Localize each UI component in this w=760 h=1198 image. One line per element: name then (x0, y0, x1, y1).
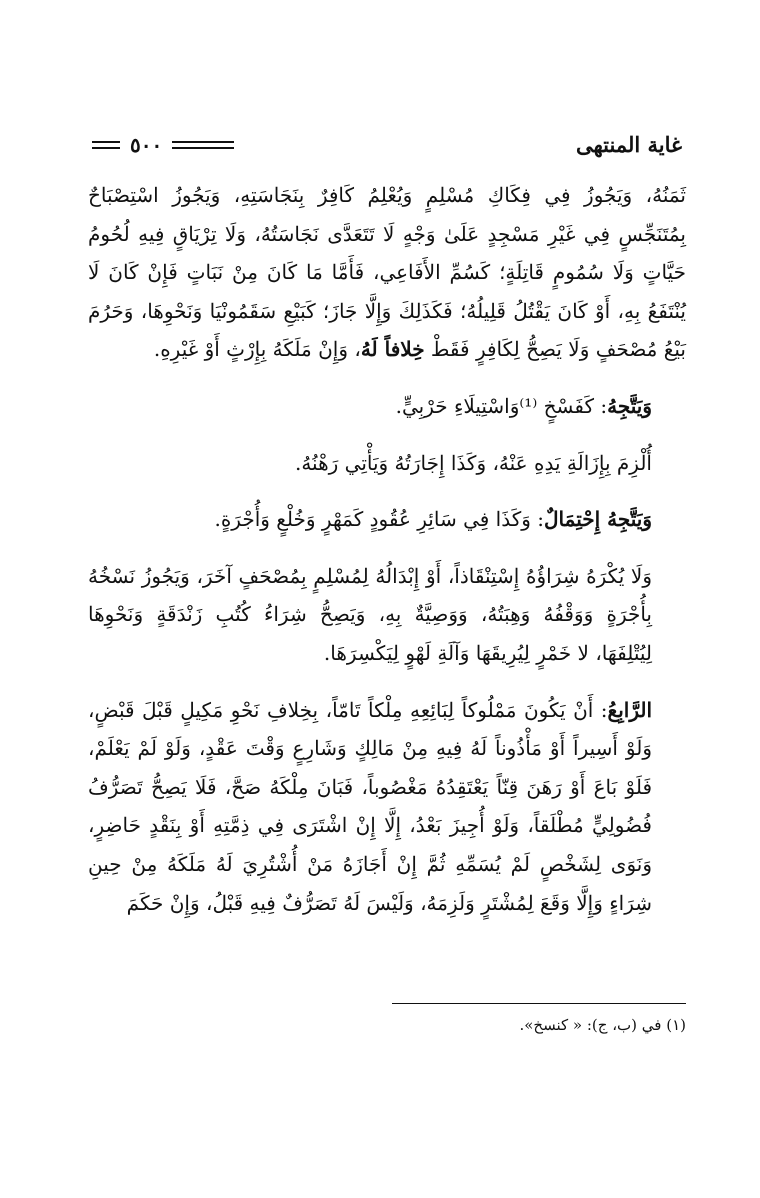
paragraph-3 (88, 444, 686, 483)
double-rule-right (172, 141, 234, 149)
page-number-block (92, 130, 234, 160)
paragraph-text: : وَكَذَا فِي سَائِرِ عُقُودٍ كَمَهْرٍ وَخُلْعٍ وَأُجْرَةٍ. (214, 507, 544, 532)
paragraph-text: ثَمَنُهُ، وَيَجُوزُ فِي فِكَاكِ مُسْلِمٍ وَيُعْلِمُ كَافِرٌ بِنَجَاسَتِهِ، وَيَجُوزُ اسْتِصْبَاحٌ بِمُتَنَجِّسٍ فِي غَيْرِ مَسْجِدٍ عَلَىٰ وَجْهٍ لَا تَتَعَدَّى نَجَاسَتُهُ، وَلَا تِرْيَاقٍ فِيهِ لُحُومُ حَيَّاتٍ وَلَا سُمُومٍ قَاتِلَةٍ؛ كَسُمِّ الأَفَاعِي، فَأَمَّا مَا كَانَ مِنْ نَبَاتٍ فَإِنْ كَانَ لَا يُنْتَفَعُ بِهِ، أَوْ كَانَ يَقْتُلُ قَلِيلُهُ؛ فَكَذَلِكَ وَإِلَّا جَازَ؛ كَبَيْعِ سَقَمُونْيَا وَنَحْوِهَا، وَحَرُمَ بَيْعُ مُصْحَفٍ وَلَا يَصِحُّ لِكَافِرٍ فَقَطْ (88, 183, 686, 362)
paragraph-1 (88, 176, 686, 369)
paragraph-text: وَلَا يُكْرَهُ شِرَاؤُهُ إِسْتِنْقَاذاً، أَوْ إِبْدَالُهُ لِمُسْلِمٍ بِمُصْحَفٍ آخَرَ، وَيَجُوزُ نَسْخُهُ بِأُجْرَةٍ وَوَقْفُهُ وَهِبَتُهُ، وَوَصِيَّةٌ بِهِ، وَيَصِحُّ شِرَاءُ كُتُبِ زَنْدَقَةٍ وَنَحْوِهَا لِيُتْلِفَهَا، لا خَمْرٍ لِيُرِيقَهَا وَآلَةِ لَهْوٍ لِيَكْسِرَهَا. (88, 563, 652, 665)
paragraph-bold: خِلافاً لَهُ (360, 337, 425, 362)
paragraph-4 (88, 500, 686, 539)
paragraph-text: : أَنْ يَكُونَ مَمْلُوكاً لِبَائِعِهِ مِلْكاً تَامّاً، بِخِلافِ نَحْوِ مَكِيلٍ قَبْلَ قَبْضٍ، وَلَوْ أَسِيراً أَوْ مَأْذُوناً لَهُ فِيهِ مِنْ مَالِكٍ وَشَارِعٍ وَقْتَ عَقْدٍ، وَلَوْ لَمْ يَعْلَمْ، فَلَوْ بَاعَ أَوْ رَهَنَ قِنّاً يَعْتَقِدُهُ مَغْصُوباً، فَبَانَ مِلْكَهُ صَحَّ، فَلَا يَصِحُّ تَصَرُّفُ فُضُولِيٍّ مُطْلَقاً، وَلَوْ أُجِيزَ بَعْدُ، إِلَّا إِنْ اشْتَرَى فِي ذِمَّتِهِ أَوْ بِنَقْدٍ حَاضِرٍ، وَنَوَى لِشَخْصٍ لَمْ يُسَمِّهِ ثُمَّ إِنْ أَجَازَهُ مَنْ أُشْتُرِيَ لَهُ مَلَكَهُ مِنْ حِينِ شِرَاءٍ وَإِلَّا وَقَعَ لِمُشْتَرٍ وَلَزِمَهُ، وَلَيْسَ لَهُ تَصَرُّفٌ فِيهِ قَبْلُ، وَإِنْ حَكَمَ (88, 697, 652, 915)
main-text (88, 176, 686, 922)
paragraph-lead: الرَّابِعُ (607, 697, 652, 722)
footnote: (١) في (ب، ج): « كنسخ». (519, 1016, 686, 1034)
paragraph-tail: ، وَإِنْ مَلَكَهُ بِإِرْثٍ أَوْ غَيْرِهِ. (153, 337, 361, 362)
page-number: ٥٠٠ (130, 133, 163, 157)
paragraph-text: أُلْزِمَ بِإِزَالَةِ يَدِهِ عَنْهُ، وَكَذَا إِجَارَتُهُ وَيَأْتِي رَهْنُهُ. (294, 450, 652, 475)
paragraph-2 (88, 387, 686, 426)
running-header (92, 116, 682, 160)
paragraph-lead: وَيَتَّجِهُ (607, 393, 652, 418)
paragraph-lead: وَيَتَّجِهُ إِحْتِمَالٌ (544, 507, 652, 532)
footnote-separator (392, 1003, 686, 1004)
paragraph-5 (88, 557, 686, 673)
double-rule-left (92, 141, 120, 149)
paragraph-text: : كَفَسْخٍ ⁽¹⁾وَاسْتِيلَاءِ حَرْبِيٍّ. (395, 393, 608, 418)
paragraph-6 (88, 691, 686, 923)
book-title: غاية المنتهى (575, 132, 682, 157)
